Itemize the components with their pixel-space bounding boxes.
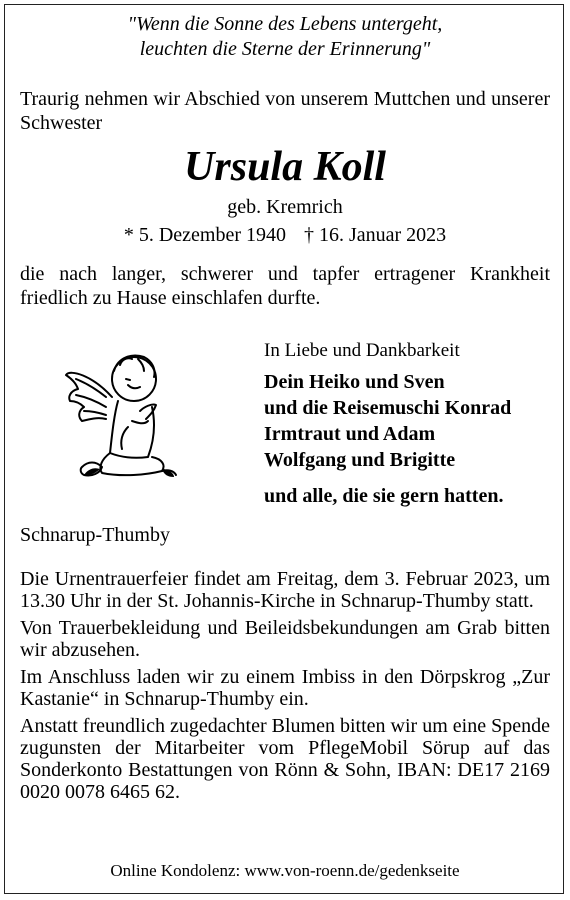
mourner-line: Wolfgang und Brigitte [264, 449, 456, 471]
deceased-name: Ursula Koll [184, 144, 386, 190]
intro-text: Traurig nehmen wir Abschied von unserem Muttchen und unserer Schwester [20, 88, 550, 134]
detail-paragraph: Die Urnentrauerfeier findet am Freitag, dem 3. Februar 2023, um 13.30 Uhr in der St. Johannis-Kirche in Schnarup-Thumby statt. [20, 568, 550, 612]
quote-line-1: "Wenn die Sonne des Lebens untergeht, [127, 13, 443, 35]
death-date: † 16. Januar 2023 [303, 224, 447, 246]
online-condolence: Online Kondolenz: www.von-roenn.de/gedenkseite [110, 861, 460, 880]
mourner-line: und die Reisemuschi Konrad [264, 397, 512, 419]
all-mourners-line: und alle, die sie gern hatten. [264, 485, 504, 507]
quote [0, 12, 570, 62]
mourner-line: Dein Heiko und Sven [264, 371, 445, 393]
mourner-line: Irmtraut und Adam [264, 423, 436, 445]
place: Schnarup-Thumby [20, 524, 170, 546]
detail-paragraph: Von Trauerbekleidung und Beileidsbekundungen am Grab bitten wir abzusehen. [20, 617, 550, 661]
quote-line-2: leuchten die Sterne der Erinnerung" [139, 38, 431, 60]
ceremony-details [20, 568, 550, 808]
detail-paragraph: Anstatt freundlich zugedachter Blumen bitten wir um eine Spende zugunsten der Mitarbeiter vom PflegeMobil Sörup auf das Sonderkonto Bestattungen von Rönn & Sohn, IBAN: DE17 2169 0020 0078 6465 62. [20, 715, 550, 803]
maiden-name: geb. Kremrich [227, 196, 343, 218]
passing-text: die nach langer, schwerer und tapfer ertragener Krankheit friedlich zu Hause einschlafen durfte. [20, 263, 550, 309]
praying-angel-icon [62, 345, 182, 487]
detail-paragraph: Im Anschluss laden wir zu einem Imbiss in den Dörpskrog „Zur Kastanie“ in Schnarup-Thumby ein. [20, 666, 550, 710]
birth-date: * 5. Dezember 1940 [123, 224, 286, 246]
love-line: In Liebe und Dankbarkeit [264, 340, 460, 361]
life-dates [0, 223, 570, 247]
mourners-list [264, 369, 564, 473]
